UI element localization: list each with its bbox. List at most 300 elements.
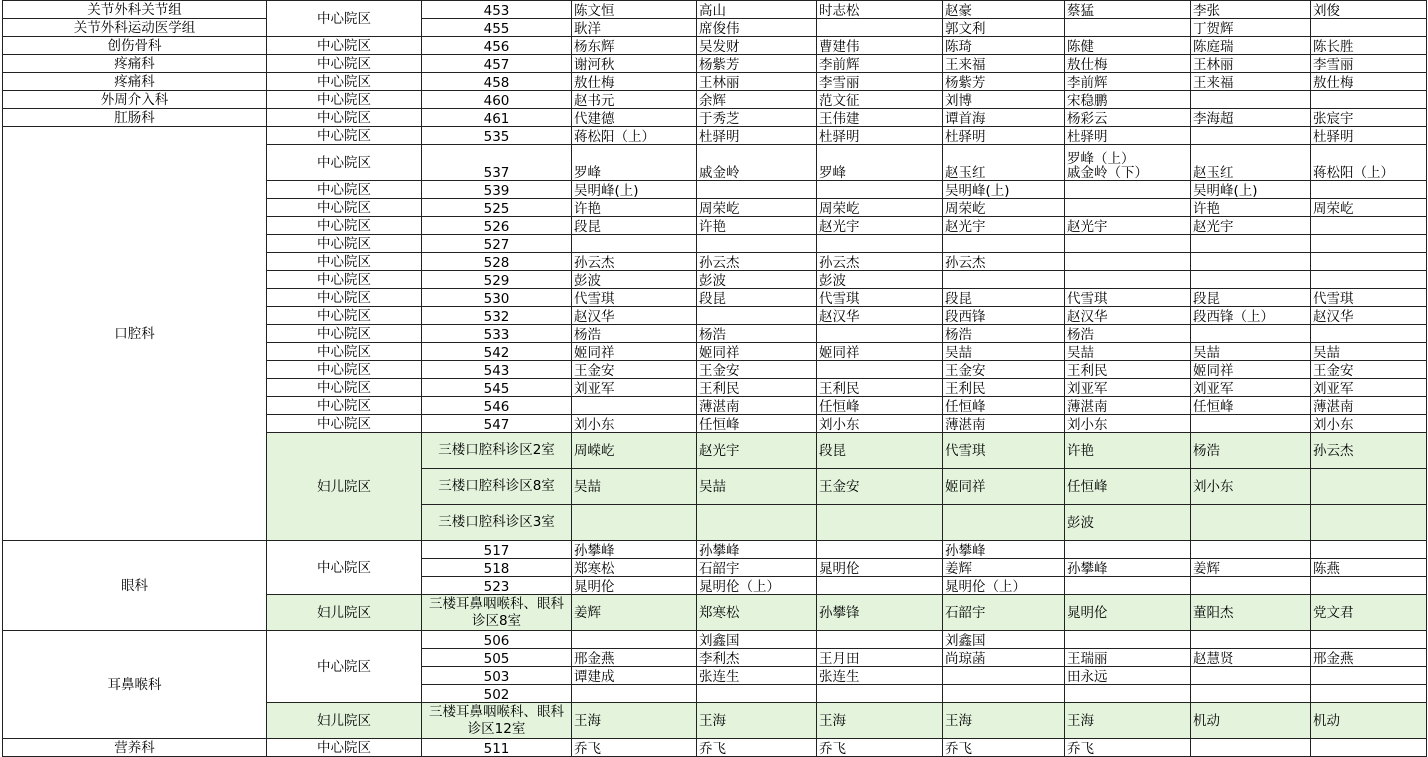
doctor-cell[interactable] [817, 361, 943, 379]
doctor-cell[interactable] [572, 235, 697, 253]
room-cell[interactable]: 528 [422, 253, 572, 271]
doctor-cell[interactable]: 敖仕梅 [572, 73, 697, 91]
doctor-cell[interactable] [817, 325, 943, 343]
campus-cell[interactable]: 中心院区 [267, 199, 422, 217]
doctor-cell[interactable]: 吴喆 [1191, 343, 1311, 361]
doctor-cell[interactable] [697, 685, 817, 703]
doctor-cell[interactable]: 杨紫芳 [697, 55, 817, 73]
doctor-cell[interactable] [1311, 217, 1427, 235]
campus-cell[interactable]: 中心院区 [267, 127, 422, 145]
room-cell[interactable]: 547 [422, 415, 572, 433]
doctor-cell[interactable]: 王月田 [817, 649, 943, 667]
doctor-cell[interactable] [1311, 685, 1427, 703]
room-cell[interactable]: 506 [422, 631, 572, 649]
doctor-cell[interactable]: 戚金岭 [697, 145, 817, 181]
doctor-cell[interactable]: 王利民 [817, 379, 943, 397]
doctor-cell[interactable]: 王林丽 [697, 73, 817, 91]
doctor-cell[interactable]: 段昆 [572, 217, 697, 235]
doctor-cell[interactable]: 周荣屹 [943, 199, 1065, 217]
dept-cell[interactable]: 肛肠科 [3, 109, 267, 127]
campus-cell[interactable]: 中心院区 [267, 253, 422, 271]
room-cell[interactable]: 505 [422, 649, 572, 667]
doctor-cell[interactable]: 王利民 [943, 379, 1065, 397]
doctor-cell[interactable] [1191, 271, 1311, 289]
doctor-cell[interactable]: 赵光宇 [1065, 217, 1191, 235]
doctor-cell[interactable]: 李前辉 [1065, 73, 1191, 91]
doctor-cell[interactable]: 王林丽 [1191, 55, 1311, 73]
doctor-cell[interactable]: 王海 [1065, 703, 1191, 739]
doctor-cell[interactable]: 高山 [697, 1, 817, 19]
doctor-cell[interactable]: 张连生 [817, 667, 943, 685]
doctor-cell[interactable] [943, 271, 1065, 289]
doctor-cell[interactable]: 蔡猛 [1065, 1, 1191, 19]
doctor-cell[interactable]: 任恒峰 [1191, 397, 1311, 415]
doctor-cell[interactable] [1311, 667, 1427, 685]
doctor-cell[interactable] [572, 685, 697, 703]
doctor-cell[interactable]: 杜驿明 [817, 127, 943, 145]
doctor-cell[interactable]: 张连生 [697, 667, 817, 685]
room-cell[interactable]: 503 [422, 667, 572, 685]
doctor-cell[interactable]: 刘亚军 [1311, 379, 1427, 397]
dept-cell[interactable]: 疼痛科 [3, 55, 267, 73]
doctor-cell[interactable]: 时志松 [817, 1, 943, 19]
doctor-cell[interactable]: 吴明峰(上) [943, 181, 1065, 199]
doctor-cell[interactable]: 赵光宇 [697, 433, 817, 469]
doctor-cell[interactable]: 王利民 [697, 379, 817, 397]
doctor-cell[interactable]: 罗峰 [817, 145, 943, 181]
campus-cell[interactable]: 中心院区 [267, 271, 422, 289]
room-cell[interactable]: 535 [422, 127, 572, 145]
doctor-cell[interactable] [1311, 271, 1427, 289]
doctor-cell[interactable] [1311, 181, 1427, 199]
doctor-cell[interactable]: 周荣屹 [697, 199, 817, 217]
doctor-cell[interactable]: 范文征 [817, 91, 943, 109]
doctor-cell[interactable]: 晁明伦（上） [943, 577, 1065, 595]
doctor-cell[interactable] [1311, 91, 1427, 109]
room-cell[interactable]: 456 [422, 37, 572, 55]
room-cell[interactable]: 533 [422, 325, 572, 343]
doctor-cell[interactable]: 王海 [697, 703, 817, 739]
doctor-cell[interactable] [1311, 631, 1427, 649]
doctor-cell[interactable]: 许艳 [1065, 433, 1191, 469]
doctor-cell[interactable]: 刘亚军 [572, 379, 697, 397]
doctor-cell[interactable]: 谭建成 [572, 667, 697, 685]
doctor-cell[interactable]: 尚琼菡 [943, 649, 1065, 667]
doctor-cell[interactable]: 杨浩 [1065, 325, 1191, 343]
campus-cell[interactable]: 中心院区 [267, 289, 422, 307]
room-cell[interactable]: 457 [422, 55, 572, 73]
doctor-cell[interactable]: 王来福 [943, 55, 1065, 73]
doctor-cell[interactable]: 乔飞 [817, 739, 943, 757]
doctor-cell[interactable]: 孙云杰 [697, 253, 817, 271]
dept-cell[interactable]: 耳鼻喉科 [3, 631, 267, 739]
doctor-cell[interactable] [1311, 469, 1427, 505]
doctor-cell[interactable]: 邢金燕 [1311, 649, 1427, 667]
doctor-cell[interactable]: 王伟建 [817, 109, 943, 127]
doctor-cell[interactable]: 王海 [817, 703, 943, 739]
campus-cell[interactable]: 中心院区 [267, 361, 422, 379]
campus-cell[interactable]: 中心院区 [267, 1, 422, 37]
room-cell[interactable]: 523 [422, 577, 572, 595]
doctor-cell[interactable] [1065, 181, 1191, 199]
doctor-cell[interactable]: 杨紫芳 [943, 73, 1065, 91]
campus-cell[interactable]: 中心院区 [267, 307, 422, 325]
doctor-cell[interactable]: 段昆 [817, 433, 943, 469]
doctor-cell[interactable] [1065, 685, 1191, 703]
doctor-cell[interactable]: 杨浩 [1191, 433, 1311, 469]
doctor-cell[interactable]: 田永远 [1065, 667, 1191, 685]
doctor-cell[interactable]: 杨东辉 [572, 37, 697, 55]
doctor-cell[interactable]: 乔飞 [1065, 739, 1191, 757]
dept-cell[interactable]: 外周介入科 [3, 91, 267, 109]
campus-cell[interactable]: 中心院区 [267, 631, 422, 703]
doctor-cell[interactable]: 王海 [572, 703, 697, 739]
room-cell[interactable]: 537 [422, 145, 572, 181]
room-cell[interactable]: 529 [422, 271, 572, 289]
room-cell[interactable]: 453 [422, 1, 572, 19]
doctor-cell[interactable] [817, 577, 943, 595]
doctor-cell[interactable]: 赵汉华 [572, 307, 697, 325]
doctor-cell[interactable]: 乔飞 [572, 739, 697, 757]
doctor-cell[interactable] [1191, 667, 1311, 685]
doctor-cell[interactable]: 乔飞 [697, 739, 817, 757]
doctor-cell[interactable]: 代建德 [572, 109, 697, 127]
doctor-cell[interactable]: 赵光宇 [817, 217, 943, 235]
doctor-cell[interactable]: 赵汉华 [1065, 307, 1191, 325]
doctor-cell[interactable] [1191, 91, 1311, 109]
doctor-cell[interactable]: 李利杰 [697, 649, 817, 667]
campus-cell[interactable]: 中心院区 [267, 73, 422, 91]
doctor-cell[interactable]: 刘鑫国 [697, 631, 817, 649]
doctor-cell[interactable]: 代雪琪 [943, 433, 1065, 469]
doctor-cell[interactable] [1311, 577, 1427, 595]
doctor-cell[interactable]: 王金安 [1311, 361, 1427, 379]
room-cell[interactable]: 三楼口腔科诊区8室 [422, 469, 572, 505]
doctor-cell[interactable]: 孙云杰 [572, 253, 697, 271]
doctor-cell[interactable] [1191, 541, 1311, 559]
doctor-cell[interactable]: 晁明伦 [1065, 595, 1191, 631]
doctor-cell[interactable]: 余辉 [697, 91, 817, 109]
doctor-cell[interactable]: 党文君 [1311, 595, 1427, 631]
room-cell[interactable]: 517 [422, 541, 572, 559]
doctor-cell[interactable]: 郭文利 [943, 19, 1065, 37]
doctor-cell[interactable]: 吴发财 [697, 37, 817, 55]
doctor-cell[interactable]: 陈健 [1065, 37, 1191, 55]
campus-cell[interactable]: 中心院区 [267, 379, 422, 397]
doctor-cell[interactable]: 杨彩云 [1065, 109, 1191, 127]
doctor-cell[interactable]: 蒋松阳（上） [572, 127, 697, 145]
doctor-cell[interactable]: 姜辉 [1191, 559, 1311, 577]
doctor-cell[interactable]: 刘小东 [572, 415, 697, 433]
doctor-cell[interactable]: 段西锋（上） [1191, 307, 1311, 325]
room-cell[interactable]: 502 [422, 685, 572, 703]
doctor-cell[interactable]: 敖仕梅 [1065, 55, 1191, 73]
doctor-cell[interactable]: 王金安 [697, 361, 817, 379]
doctor-cell[interactable] [1191, 739, 1311, 757]
campus-cell[interactable]: 中心院区 [267, 415, 422, 433]
doctor-cell[interactable]: 任恒峰 [697, 415, 817, 433]
doctor-cell[interactable] [1311, 19, 1427, 37]
doctor-cell[interactable]: 周荣屹 [1311, 199, 1427, 217]
doctor-cell[interactable]: 任恒峰 [943, 397, 1065, 415]
doctor-cell[interactable]: 谢河秋 [572, 55, 697, 73]
doctor-cell[interactable] [943, 235, 1065, 253]
doctor-cell[interactable]: 许艳 [697, 217, 817, 235]
doctor-cell[interactable] [697, 181, 817, 199]
room-cell[interactable]: 455 [422, 19, 572, 37]
doctor-cell[interactable]: 蒋松阳（上） [1311, 145, 1427, 181]
doctor-cell[interactable]: 机动 [1311, 703, 1427, 739]
doctor-cell[interactable]: 许艳 [572, 199, 697, 217]
doctor-cell[interactable]: 赵光宇 [1191, 217, 1311, 235]
doctor-cell[interactable]: 赵慧贤 [1191, 649, 1311, 667]
doctor-cell[interactable]: 孙云杰 [817, 253, 943, 271]
doctor-cell[interactable]: 姬同祥 [1191, 361, 1311, 379]
campus-cell[interactable]: 中心院区 [267, 109, 422, 127]
doctor-cell[interactable]: 段昆 [943, 289, 1065, 307]
room-cell[interactable]: 458 [422, 73, 572, 91]
doctor-cell[interactable] [1191, 631, 1311, 649]
doctor-cell[interactable]: 罗峰 [572, 145, 697, 181]
doctor-cell[interactable]: 敖仕梅 [1311, 73, 1427, 91]
doctor-cell[interactable] [817, 505, 943, 541]
doctor-cell[interactable]: 王金安 [572, 361, 697, 379]
campus-cell[interactable]: 中心院区 [267, 739, 422, 757]
doctor-cell[interactable]: 姬同祥 [817, 343, 943, 361]
doctor-cell[interactable]: 杜驿明 [1065, 127, 1191, 145]
doctor-cell[interactable]: 代雪琪 [1065, 289, 1191, 307]
doctor-cell[interactable]: 赵玉红 [1191, 145, 1311, 181]
campus-cell[interactable]: 妇儿院区 [267, 703, 422, 739]
doctor-cell[interactable] [817, 631, 943, 649]
doctor-cell[interactable] [697, 307, 817, 325]
doctor-cell[interactable]: 杜驿明 [1311, 127, 1427, 145]
doctor-cell[interactable]: 赵玉红 [943, 145, 1065, 181]
doctor-cell[interactable]: 孙攀峰 [943, 541, 1065, 559]
doctor-cell[interactable]: 孙攀峰 [1065, 559, 1191, 577]
doctor-cell[interactable]: 晁明伦 [572, 577, 697, 595]
doctor-cell[interactable]: 吴明峰(上) [1191, 181, 1311, 199]
room-cell[interactable]: 532 [422, 307, 572, 325]
dept-cell[interactable]: 疼痛科 [3, 73, 267, 91]
doctor-cell[interactable]: 姜辉 [572, 595, 697, 631]
doctor-cell[interactable]: 陈燕 [1311, 559, 1427, 577]
doctor-cell[interactable] [1065, 199, 1191, 217]
doctor-cell[interactable]: 刘俊 [1311, 1, 1427, 19]
room-cell[interactable]: 539 [422, 181, 572, 199]
doctor-cell[interactable]: 薄湛南 [697, 397, 817, 415]
doctor-cell[interactable] [943, 667, 1065, 685]
campus-cell[interactable]: 中心院区 [267, 145, 422, 181]
room-cell[interactable]: 530 [422, 289, 572, 307]
doctor-cell[interactable]: 刘小东 [1065, 415, 1191, 433]
campus-cell[interactable]: 中心院区 [267, 181, 422, 199]
doctor-cell[interactable]: 周荣屹 [817, 199, 943, 217]
campus-cell[interactable]: 妇儿院区 [267, 433, 422, 541]
doctor-cell[interactable] [1065, 19, 1191, 37]
dept-cell[interactable]: 关节外科关节组 [3, 1, 267, 19]
room-cell[interactable]: 三楼耳鼻咽喉科、眼科诊区12室 [422, 703, 572, 739]
campus-cell[interactable]: 中心院区 [267, 37, 422, 55]
doctor-cell[interactable] [817, 541, 943, 559]
doctor-cell[interactable]: 谭首海 [943, 109, 1065, 127]
room-cell[interactable]: 542 [422, 343, 572, 361]
doctor-cell[interactable]: 姬同祥 [572, 343, 697, 361]
dept-cell[interactable]: 口腔科 [3, 127, 267, 541]
doctor-cell[interactable]: 任恒峰 [817, 397, 943, 415]
doctor-cell[interactable]: 陈庭瑞 [1191, 37, 1311, 55]
doctor-cell[interactable]: 王来福 [1191, 73, 1311, 91]
doctor-cell[interactable]: 郑寒松 [697, 595, 817, 631]
doctor-cell[interactable] [817, 235, 943, 253]
doctor-cell[interactable]: 宋稳鹏 [1065, 91, 1191, 109]
doctor-cell[interactable] [1311, 541, 1427, 559]
campus-cell[interactable]: 中心院区 [267, 235, 422, 253]
doctor-cell[interactable]: 王海 [943, 703, 1065, 739]
room-cell[interactable]: 518 [422, 559, 572, 577]
doctor-cell[interactable]: 代雪琪 [1311, 289, 1427, 307]
dept-cell[interactable]: 营养科 [3, 739, 267, 757]
doctor-cell[interactable]: 吴喆 [572, 469, 697, 505]
doctor-cell[interactable]: 薄湛南 [1065, 397, 1191, 415]
doctor-cell[interactable]: 刘博 [943, 91, 1065, 109]
doctor-cell[interactable]: 彭波 [697, 271, 817, 289]
doctor-cell[interactable]: 段昆 [1191, 289, 1311, 307]
doctor-cell[interactable]: 刘小东 [1191, 469, 1311, 505]
doctor-cell[interactable]: 晁明伦 [817, 559, 943, 577]
doctor-cell[interactable] [943, 685, 1065, 703]
room-cell[interactable]: 545 [422, 379, 572, 397]
doctor-cell[interactable]: 陈琦 [943, 37, 1065, 55]
doctor-cell[interactable]: 李前辉 [817, 55, 943, 73]
doctor-cell[interactable] [1065, 541, 1191, 559]
doctor-cell[interactable]: 石韶宇 [697, 559, 817, 577]
doctor-cell[interactable]: 石韶宇 [943, 595, 1065, 631]
doctor-cell[interactable]: 张宸宇 [1311, 109, 1427, 127]
room-cell[interactable]: 546 [422, 397, 572, 415]
doctor-cell[interactable]: 姬同祥 [943, 469, 1065, 505]
doctor-cell[interactable]: 赵豪 [943, 1, 1065, 19]
doctor-cell[interactable]: 赵书元 [572, 91, 697, 109]
doctor-cell[interactable]: 于秀芝 [697, 109, 817, 127]
doctor-cell[interactable] [817, 19, 943, 37]
doctor-cell[interactable] [1065, 271, 1191, 289]
doctor-cell[interactable]: 薄湛南 [943, 415, 1065, 433]
doctor-cell[interactable]: 杨浩 [697, 325, 817, 343]
doctor-cell[interactable] [697, 235, 817, 253]
doctor-cell[interactable]: 孙攀峰 [572, 541, 697, 559]
doctor-cell[interactable]: 刘小东 [1311, 415, 1427, 433]
doctor-cell[interactable]: 彭波 [817, 271, 943, 289]
doctor-cell[interactable]: 杜驿明 [697, 127, 817, 145]
room-cell[interactable]: 460 [422, 91, 572, 109]
doctor-cell[interactable] [1065, 235, 1191, 253]
doctor-cell[interactable]: 赵光宇 [943, 217, 1065, 235]
doctor-cell[interactable] [1191, 127, 1311, 145]
campus-cell[interactable]: 中心院区 [267, 541, 422, 595]
doctor-cell[interactable]: 杜驿明 [943, 127, 1065, 145]
doctor-cell[interactable] [572, 631, 697, 649]
doctor-cell[interactable]: 彭波 [1065, 505, 1191, 541]
doctor-cell[interactable]: 任恒峰 [1065, 469, 1191, 505]
dept-cell[interactable]: 眼科 [3, 541, 267, 631]
campus-cell[interactable]: 中心院区 [267, 325, 422, 343]
campus-cell[interactable]: 中心院区 [267, 217, 422, 235]
doctor-cell[interactable]: 杨浩 [572, 325, 697, 343]
doctor-cell[interactable] [1191, 415, 1311, 433]
room-cell[interactable]: 461 [422, 109, 572, 127]
doctor-cell[interactable]: 陈长胜 [1311, 37, 1427, 55]
doctor-cell[interactable]: 刘亚军 [1065, 379, 1191, 397]
room-cell[interactable]: 526 [422, 217, 572, 235]
doctor-cell[interactable]: 姜辉 [943, 559, 1065, 577]
doctor-cell[interactable]: 乔飞 [943, 739, 1065, 757]
doctor-cell[interactable]: 刘小东 [817, 415, 943, 433]
doctor-cell[interactable] [943, 505, 1065, 541]
doctor-cell[interactable]: 王利民 [1065, 361, 1191, 379]
campus-cell[interactable]: 中心院区 [267, 55, 422, 73]
room-cell[interactable]: 543 [422, 361, 572, 379]
doctor-cell[interactable]: 晁明伦（上） [697, 577, 817, 595]
doctor-cell[interactable]: 李海超 [1191, 109, 1311, 127]
doctor-cell[interactable] [1191, 325, 1311, 343]
doctor-cell[interactable]: 曹建伟 [817, 37, 943, 55]
doctor-cell[interactable]: 陈文恒 [572, 1, 697, 19]
campus-cell[interactable]: 妇儿院区 [267, 595, 422, 631]
doctor-cell[interactable]: 席俊伟 [697, 19, 817, 37]
doctor-cell[interactable] [1311, 505, 1427, 541]
room-cell[interactable]: 三楼口腔科诊区3室 [422, 505, 572, 541]
doctor-cell[interactable]: 刘鑫国 [943, 631, 1065, 649]
doctor-cell[interactable] [1191, 577, 1311, 595]
doctor-cell[interactable]: 郑寒松 [572, 559, 697, 577]
doctor-cell[interactable]: 董阳杰 [1191, 595, 1311, 631]
doctor-cell[interactable] [1065, 631, 1191, 649]
doctor-cell[interactable] [1311, 325, 1427, 343]
room-cell[interactable]: 527 [422, 235, 572, 253]
doctor-cell[interactable]: 李雪丽 [817, 73, 943, 91]
doctor-cell[interactable]: 孙云杰 [1311, 433, 1427, 469]
doctor-cell[interactable] [572, 505, 697, 541]
doctor-cell[interactable]: 吴喆 [943, 343, 1065, 361]
doctor-cell[interactable] [1311, 253, 1427, 271]
doctor-cell[interactable]: 段昆 [697, 289, 817, 307]
campus-cell[interactable]: 中心院区 [267, 91, 422, 109]
campus-cell[interactable]: 中心院区 [267, 397, 422, 415]
doctor-cell[interactable] [817, 685, 943, 703]
doctor-cell[interactable] [1065, 577, 1191, 595]
doctor-cell[interactable]: 代雪琪 [817, 289, 943, 307]
doctor-cell[interactable]: 赵汉华 [817, 307, 943, 325]
room-cell[interactable]: 三楼耳鼻咽喉科、眼科诊区8室 [422, 595, 572, 631]
doctor-cell[interactable] [697, 505, 817, 541]
doctor-cell[interactable]: 王瑞丽 [1065, 649, 1191, 667]
room-cell[interactable]: 三楼口腔科诊区2室 [422, 433, 572, 469]
room-cell[interactable]: 525 [422, 199, 572, 217]
doctor-cell[interactable]: 丁贺辉 [1191, 19, 1311, 37]
room-cell[interactable]: 511 [422, 739, 572, 757]
doctor-cell[interactable]: 机动 [1191, 703, 1311, 739]
doctor-cell[interactable]: 吴喆 [1311, 343, 1427, 361]
doctor-cell[interactable]: 孙攀锋 [817, 595, 943, 631]
dept-cell[interactable]: 关节外科运动医学组 [3, 19, 267, 37]
dept-cell[interactable]: 创伤骨科 [3, 37, 267, 55]
doctor-cell[interactable] [1191, 685, 1311, 703]
doctor-cell[interactable] [1311, 235, 1427, 253]
doctor-cell[interactable]: 李张 [1191, 1, 1311, 19]
campus-cell[interactable]: 中心院区 [267, 343, 422, 361]
doctor-cell[interactable]: 姬同祥 [697, 343, 817, 361]
